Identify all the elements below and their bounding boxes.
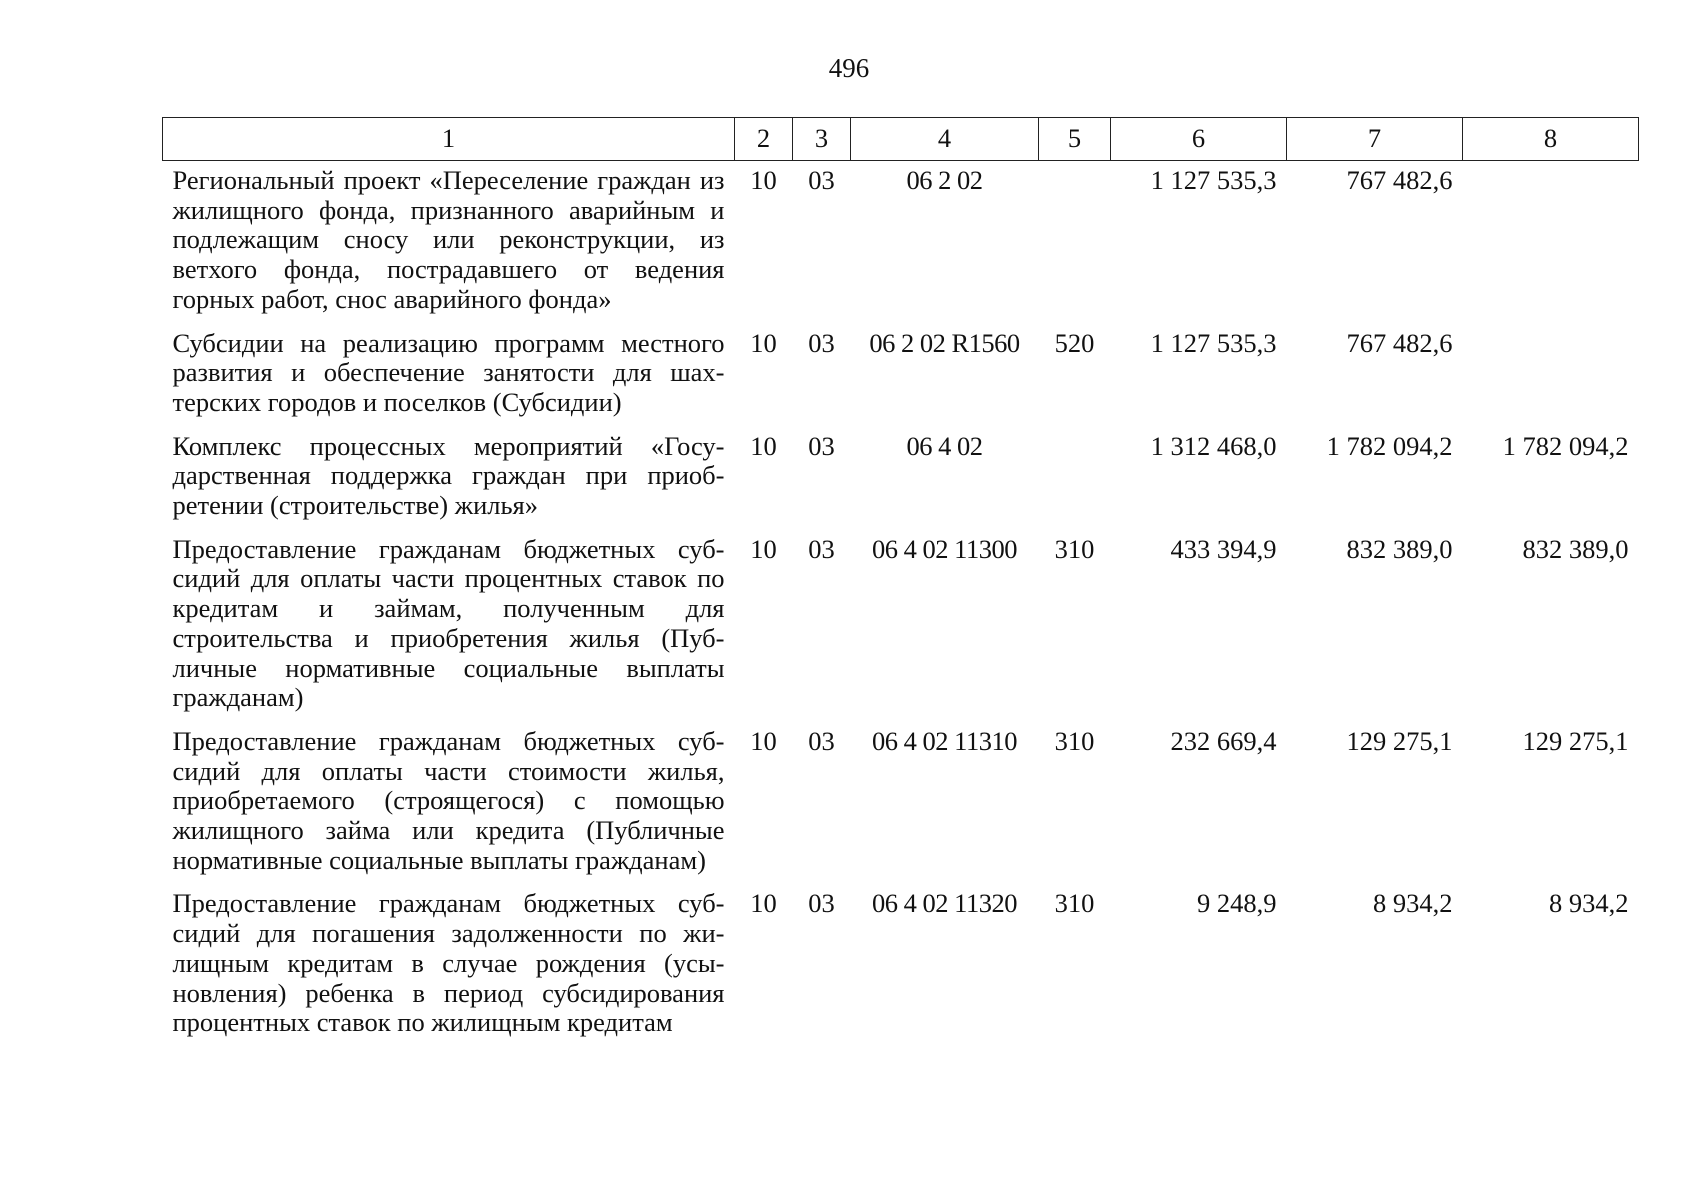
header-col-8: 8 [1463, 118, 1639, 161]
amount-col-6: 9 248,9 [1197, 888, 1277, 919]
header-col-3: 3 [793, 118, 851, 161]
page-number: 496 [828, 53, 870, 83]
amount-col-6: 1 127 535,3 [1150, 327, 1277, 358]
table-row [163, 324, 1639, 427]
amount-col-6: 1 127 535,3 [1150, 165, 1277, 195]
section-code: 10 [750, 430, 777, 461]
row-name: Комплекс процессных мероприятий «Государственная поддержка граждан при приобретении (строительстве) жилья» [172, 430, 725, 521]
expense-type-code: 310 [1054, 533, 1095, 564]
row-name: Субсидии на реализацию программ местного развития и обеспечение занятости для шахтерских городов и поселков (Субсидии) [172, 327, 725, 417]
expense-type-code: 310 [1054, 725, 1095, 756]
header-col-6: 6 [1111, 118, 1287, 161]
header-col-5: 5 [1039, 118, 1111, 161]
expense-type-code: 520 [1054, 327, 1095, 358]
expense-type-code: 310 [1054, 888, 1095, 919]
amount-col-6: 232 669,4 [1170, 725, 1277, 756]
amount-col-6: 433 394,9 [1170, 533, 1277, 564]
subsection-code: 03 [808, 888, 835, 919]
amount-col-8: 8 934,2 [1549, 888, 1629, 919]
section-code: 10 [750, 327, 777, 358]
expense-type-code [1039, 427, 1111, 530]
amount-col-7: 1 782 094,2 [1326, 430, 1453, 461]
table-header [163, 118, 1639, 161]
target-article-code: 06 4 02 11320 [872, 888, 1017, 919]
section-code: 10 [750, 888, 777, 919]
amount-col-8 [1463, 324, 1639, 427]
section-code: 10 [750, 725, 777, 756]
row-name: Региональный проект «Переселение граждан из жилищного фонда, признанного аварийным и подлежащим сносу или реконструкции, из ветхого фонда, пострадавшего от ведения горных работ, снос аварийного фонда» [172, 165, 725, 314]
table-row [163, 722, 1639, 885]
amount-col-8: 1 782 094,2 [1502, 430, 1629, 461]
subsection-code: 03 [808, 327, 835, 358]
amount-col-6: 1 312 468,0 [1150, 430, 1277, 461]
expense-type-code [1039, 161, 1111, 324]
amount-col-7: 129 275,1 [1346, 725, 1453, 756]
header-col-2: 2 [735, 118, 793, 161]
row-name: Предоставление гражданам бюджетных субсидий для оплаты части процентных ставок по кредитам и займам, полученным для строительства и приобретения жилья (Публичные нормативные социальные выплаты гражданам) [172, 533, 725, 713]
table-row [163, 884, 1639, 1047]
amount-col-7: 8 934,2 [1373, 888, 1453, 919]
target-article-code: 06 4 02 11300 [872, 533, 1017, 564]
amount-col-7: 767 482,6 [1346, 327, 1453, 358]
section-code: 10 [750, 533, 777, 564]
target-article-code: 06 2 02 R1560 [869, 327, 1020, 358]
target-article-code: 06 4 02 [906, 430, 983, 461]
header-col-7: 7 [1287, 118, 1463, 161]
section-code: 10 [750, 165, 777, 195]
amount-col-7: 767 482,6 [1346, 165, 1453, 195]
table-body [163, 161, 1639, 1047]
target-article-code: 06 4 02 11310 [872, 725, 1017, 756]
amount-col-8: 832 389,0 [1522, 533, 1629, 564]
header-row [163, 118, 1639, 161]
subsection-code: 03 [808, 533, 835, 564]
subsection-code: 03 [808, 165, 835, 195]
amount-col-7: 832 389,0 [1346, 533, 1453, 564]
table-row [163, 161, 1639, 324]
target-article-code: 06 2 02 [906, 165, 983, 195]
budget-table [162, 117, 1639, 1047]
row-name: Предоставление гражданам бюджетных субсидий для погашения задолженности по жилищным кредитам в случае рождения (усыновления) ребенка в период субсидирования процентных ставок по жилищным кредитам [172, 888, 725, 1038]
header-col-4: 4 [851, 118, 1039, 161]
amount-col-8: 129 275,1 [1522, 725, 1629, 756]
subsection-code: 03 [808, 725, 835, 756]
table-row [163, 427, 1639, 530]
row-name: Предоставление гражданам бюджетных субсидий для оплаты части стоимости жилья, приобретаемого (строящегося) с помощью жилищного займа или кредита (Публичные нормативные социальные выплаты гражданам) [172, 725, 725, 875]
amount-col-8 [1463, 161, 1639, 324]
subsection-code: 03 [808, 430, 835, 461]
header-col-1: 1 [163, 118, 735, 161]
table-row [163, 530, 1639, 722]
